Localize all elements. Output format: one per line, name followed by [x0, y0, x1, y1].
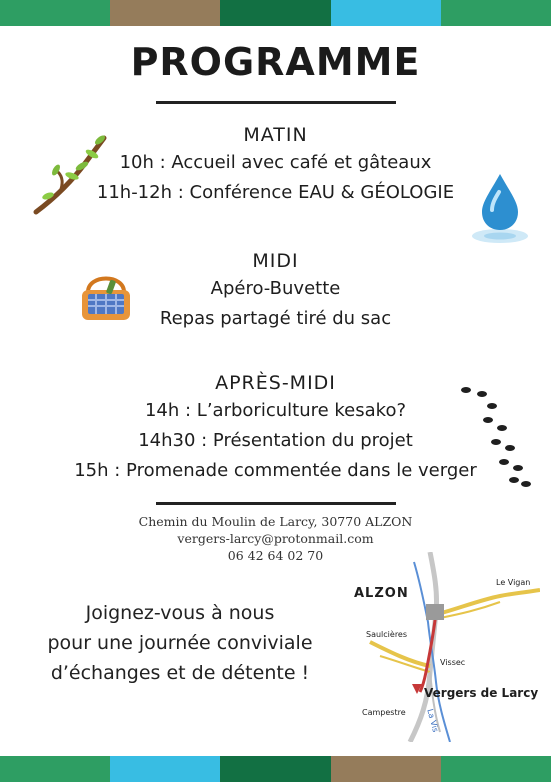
water-drop-icon: [468, 170, 532, 248]
band-segment: [331, 0, 441, 26]
map-pin-icon: [412, 684, 422, 694]
schedule-line: Apéro-Buvette: [210, 278, 341, 299]
invitation-line: Joignez-vous à nous: [85, 602, 275, 624]
schedule-line: 14h : L’arboriculture kesako?: [144, 400, 407, 421]
section-heading: MATIN: [243, 124, 308, 146]
section-heading: MIDI: [252, 250, 299, 272]
map-label-vergers: Vergers de Larcy: [424, 686, 539, 700]
section-heading: APRÈS-MIDI: [215, 372, 336, 394]
invitation-text: [20, 598, 340, 688]
band-segment: [220, 0, 330, 26]
schedule-line: 14h30 : Présentation du projet: [138, 430, 413, 451]
picnic-basket-icon: [78, 268, 134, 324]
band-segment: [110, 756, 220, 782]
map-label-river: La Vis: [425, 708, 441, 734]
band-segment: [441, 756, 551, 782]
address-text: Chemin du Moulin de Larcy, 30770 ALZON: [138, 514, 413, 529]
band-segment: [441, 0, 551, 26]
map-label-vissec: Vissec: [440, 658, 466, 667]
location-map: [350, 552, 540, 742]
map-label-le-vigan: Le Vigan: [496, 578, 531, 587]
band-segment: [0, 0, 110, 26]
schedule-line: 15h : Promenade commentée dans le verger: [74, 460, 477, 481]
band-segment: [0, 756, 110, 782]
invitation-line: d’échanges et de détente !: [50, 662, 310, 684]
email-text: vergers-larcy@protonmail.com: [177, 531, 374, 546]
footprints-icon: [456, 384, 532, 488]
band-segment: [220, 756, 330, 782]
map-label-campestre: Campestre: [362, 708, 406, 717]
branch-icon: [30, 132, 110, 218]
map-label-alzon: ALZON: [354, 586, 409, 601]
top-color-band: [0, 0, 551, 26]
band-segment: [331, 756, 441, 782]
map-label-saulcieres: Saulcières: [366, 630, 408, 639]
schedule-line: 10h : Accueil avec café et gâteaux: [119, 152, 432, 173]
band-segment: [110, 0, 220, 26]
page-title: PROGRAMME: [130, 40, 421, 84]
schedule-line: Repas partagé tiré du sac: [159, 308, 392, 329]
phone-text: 06 42 64 02 70: [227, 548, 324, 563]
invitation-line: pour une journée conviviale: [47, 632, 313, 654]
schedule-line: 11h-12h : Conférence EAU & GÉOLOGIE: [96, 182, 455, 203]
title-divider: [156, 101, 396, 104]
bottom-color-band: [0, 756, 551, 782]
section-divider: [156, 502, 396, 505]
